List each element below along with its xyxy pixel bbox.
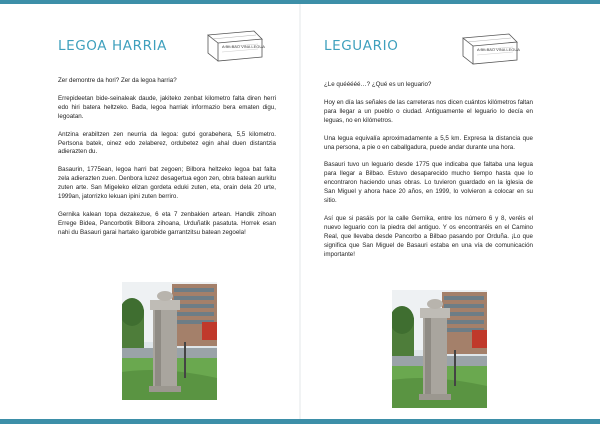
bottom-accent-bar — [0, 419, 600, 424]
right-page-title: LEGUARIO — [324, 38, 399, 54]
right-page — [300, 0, 600, 424]
milestone-photo — [392, 290, 487, 408]
paragraph: Antzina erabiltzen zen neurria da legoa: gutxi gorabehera, 5,5 kilometro. Pertsona batek, oinez edo zelaberez, ordubetez egin ahal duen distantzia adierazten du. — [58, 130, 276, 156]
paragraph: Hoy en día las señales de las carreteras nos dicen cuántos kilómetros faltan para llegar a un pueblo o ciudad. Antiguamente el leguario lo decía en leguas, no en kilómetros. — [324, 98, 533, 124]
sketch-caption: A BILBAO VINA LEGUA — [222, 44, 265, 49]
sketch-caption: A BILBAO VINA LEGUA — [477, 47, 520, 52]
paragraph: Basaurin, 1775ean, legoa harri bat zegoen; Bilbora heltzeko legoa bat falta zela adierazten zuen. Denbora luzez desagertua egon zen, obra batean aurkitu zuten arte. San Migeleko elizan gordeta eduki zuten, eta, orain dela 20 urte, 1999an, jatorrizko lekuan ipini zuten berriro. — [58, 166, 276, 201]
right-page-body — [324, 81, 533, 269]
paragraph: Zer demontre da hori? Zer da legoa harria? — [58, 77, 177, 84]
paragraph: Basauri tuvo un leguario desde 1775 que indicaba que faltaba una legua para llegar a Bilbao. Estuvo desaparecido mucho tiempo hasta que lo encontraron haciendo unas obras. Lo tuvieron guardado en la iglesia de San Miguel y ahora hace 20 años, en 1999, lo volvieron a colocar en su sitio. — [324, 161, 533, 205]
paragraph: Errepideetan bide-seinaleak daude, jakiteko zenbat kilometro falta diren herri edo hiri batera heltzeko. Bada, legoa harriak informazio bera ematen digu, legoatan. — [58, 94, 276, 120]
paragraph: Una legua equivalía aproximadamente a 5,5 km. Expresa la distancia que una persona, a pie o en caballgadura, puede andar durante una hora. — [324, 134, 533, 151]
milestone-photo — [122, 282, 217, 400]
left-page-title: LEGOA HARRIA — [58, 38, 167, 54]
paragraph: Así que si pasáis por la calle Gernika, entre los número 6 y 8, veréis el nuevo leguario con la piedra del antiguo. Y os encontraréis en el Camino Real, que llevaba desde Pancorbo a Bilbao pasando por Orduña. ¡Lo que significa que San Miguel de Basauri estaba en una vía de comunicación importante! — [324, 214, 533, 258]
left-page-body — [58, 77, 276, 247]
paragraph: Gernika kalean topa dezakezue, 6 eta 7 zenbakien artean. Handik zihoan Errege Bidea, Pancorbotik Bilbora zihoana, Urduñatik pasatuta. Horrek esan nahi du Basauri garai hartako igarobide garrantzitsu batean zegoela! — [58, 210, 276, 236]
paragraph: ¿Le quééééé…? ¿Qué es un leguario? — [324, 81, 432, 88]
milestone-sketch-image — [198, 19, 270, 65]
milestone-sketch-image — [453, 22, 525, 68]
